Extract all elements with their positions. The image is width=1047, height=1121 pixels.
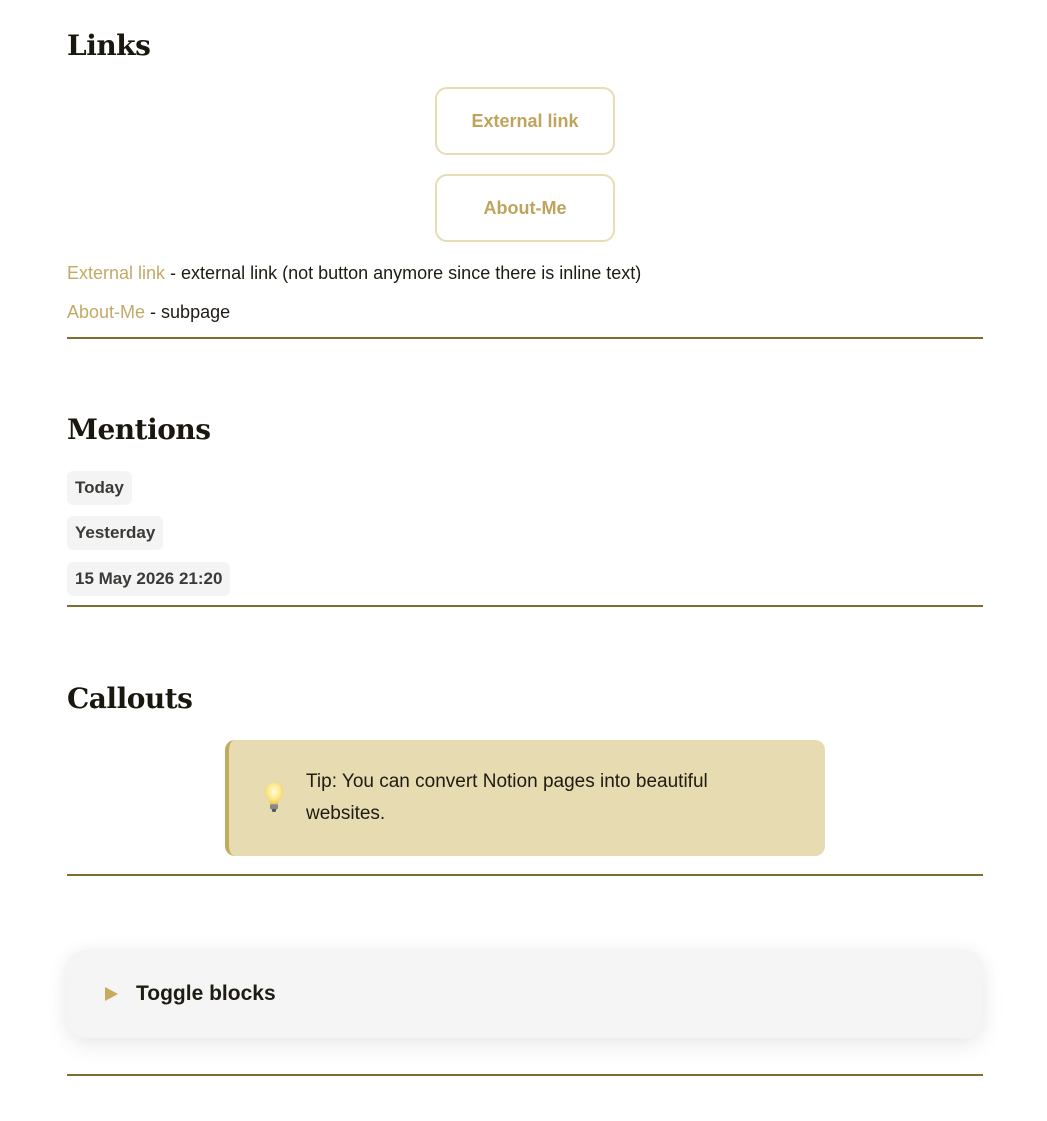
callout-text: Tip: You can convert Notion pages into beautiful websites. <box>306 771 708 824</box>
inline-link-row-external <box>67 262 641 284</box>
section-title-callouts: Callouts <box>67 682 193 715</box>
about-me-button[interactable]: About-Me <box>435 174 615 242</box>
date-mention-today: Today <box>67 471 132 505</box>
triangle-right-icon[interactable] <box>105 987 118 1001</box>
light-bulb-icon <box>259 781 289 815</box>
section-title-mentions: Mentions <box>67 413 211 446</box>
external-link-description: - external link (not button anymore since there is inline text) <box>165 263 642 283</box>
date-mention-yesterday: Yesterday <box>67 516 163 550</box>
section-title-links: Links <box>67 29 151 62</box>
toggle-label: Toggle blocks <box>136 982 276 1005</box>
about-me-link-description: - subpage <box>145 302 231 322</box>
divider <box>67 874 983 876</box>
inline-link-row-about <box>67 301 230 323</box>
divider <box>67 337 983 339</box>
external-link-button[interactable]: External link <box>435 87 615 155</box>
date-mention-datetime: 15 May 2026 21:20 <box>67 562 230 596</box>
about-me-link-inline[interactable]: About-Me <box>67 302 146 322</box>
external-link-inline[interactable]: External link <box>67 263 166 283</box>
toggle-block[interactable] <box>67 950 983 1038</box>
callout-block <box>225 740 825 856</box>
divider <box>67 1074 983 1076</box>
divider <box>67 605 983 607</box>
